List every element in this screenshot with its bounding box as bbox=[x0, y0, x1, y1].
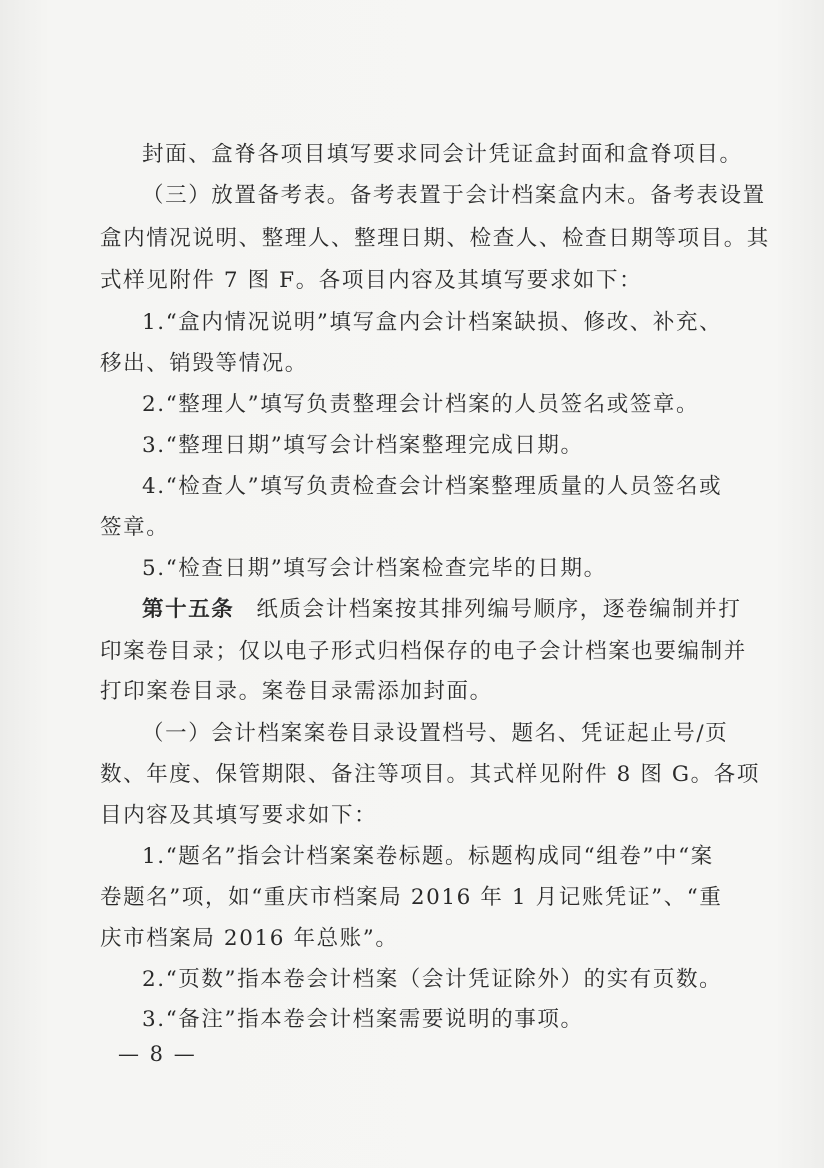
text-line-9: 4.“检查人”填写负责检查会计档案整理质量的人员签名或 bbox=[142, 474, 723, 499]
text-line-20: 庆市档案局 2016 年总账”。 bbox=[100, 926, 399, 951]
article-line-1 bbox=[142, 595, 742, 625]
text-line-5: 1.“盒内情况说明”填写盒内会计档案缺损、修改、补充、 bbox=[142, 310, 723, 335]
text-line-22: 3.“备注”指本卷会计档案需要说明的事项。 bbox=[142, 1007, 584, 1032]
text-line-19: 卷题名”项，如“重庆市档案局 2016 年 1 月记账凭证”、“重 bbox=[100, 885, 723, 910]
text-line-11: 5.“检查日期”填写会计档案检查完毕的日期。 bbox=[142, 556, 607, 581]
text-line-2: （三）放置备考表。备考表置于会计档案盒内末。备考表设置 bbox=[142, 183, 766, 208]
text-line-10: 签章。 bbox=[100, 515, 170, 540]
text-line-21: 2.“页数”指本卷会计档案（会计凭证除外）的实有页数。 bbox=[142, 967, 723, 992]
text-line-14: 打印案卷目录。案卷目录需添加封面。 bbox=[100, 679, 493, 704]
text-line-4: 式样见附件 7 图 F。各项目内容及其填写要求如下： bbox=[100, 268, 643, 293]
text-line-6: 移出、销毁等情况。 bbox=[100, 351, 308, 376]
text-line-13: 印案卷目录；仅以电子形式归档保存的电子会计档案也要编制并 bbox=[100, 639, 747, 664]
text-line-17: 目内容及其填写要求如下： bbox=[100, 803, 378, 828]
text-line-16: 数、年度、保管期限、备注等项目。其式样见附件 8 图 G。各项 bbox=[100, 762, 760, 787]
text-line-7: 2.“整理人”填写负责整理会计档案的人员签名或签章。 bbox=[142, 392, 700, 417]
article-text: 纸质会计档案按其排列编号顺序，逐卷编制并打 bbox=[256, 597, 742, 622]
text-line-3: 盒内情况说明、整理人、整理日期、检查人、检查日期等项目。其 bbox=[100, 226, 770, 251]
page-number: — 8 — bbox=[118, 1042, 197, 1066]
text-line-15: （一）会计档案案卷目录设置档号、题名、凭证起止号/页 bbox=[142, 721, 729, 746]
text-line-8: 3.“整理日期”填写会计档案整理完成日期。 bbox=[142, 433, 584, 458]
text-line-18: 1.“题名”指会计档案案卷标题。标题构成同“组卷”中“案 bbox=[142, 844, 714, 869]
text-line-1: 封面、盒脊各项目填写要求同会计凭证盒封面和盒脊项目。 bbox=[142, 142, 743, 167]
article-heading: 第十五条 bbox=[142, 597, 235, 622]
